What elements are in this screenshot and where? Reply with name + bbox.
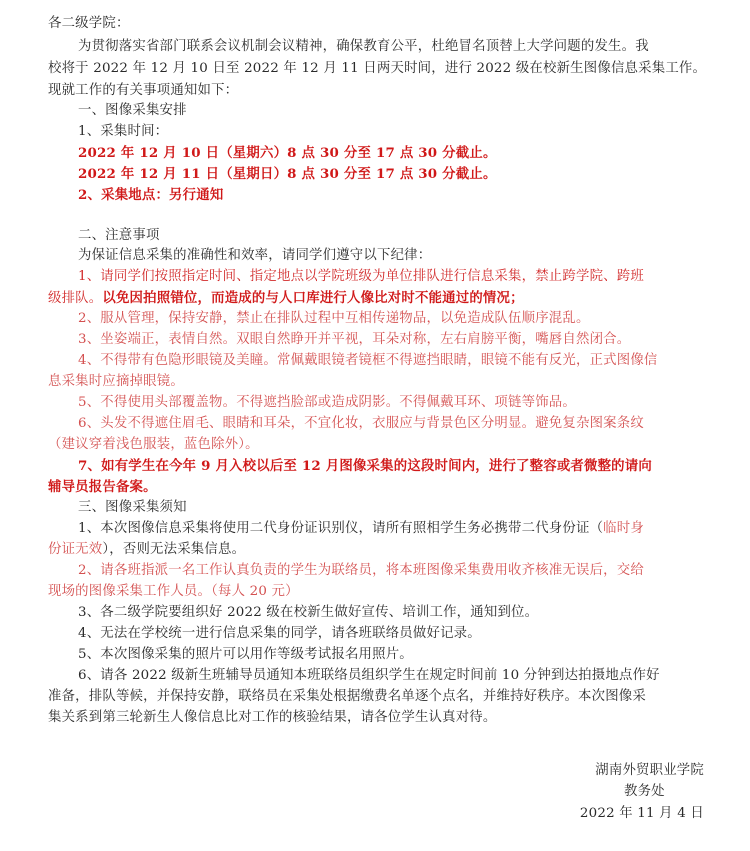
rule-2: 2、服从管理，保持安静，禁止在排队过程中互相传递物品，以免造成队伍顺序混乱。 (78, 311, 590, 326)
collection-time-day2: 2022 年 12 月 11 日（星期日）8 点 30 分至 17 点 30 分截止。 (78, 166, 497, 182)
signature-dept: 教务处 (624, 784, 665, 799)
section2-lead: 为保证信息采集的准确性和效率，请同学们遵守以下纪律： (78, 248, 432, 263)
notice-2-line-1: 2、请各班指派一名工作认真负责的学生为联络员，将本班图像采集费用收齐核准无误后，交给 (78, 563, 644, 578)
section2-heading: 二、注意事项 (78, 228, 160, 243)
rule-5: 5、不得使用头部覆盖物。不得遮挡脸部或造成阴影。不得佩戴耳环、项链等饰品。 (78, 395, 576, 410)
rule-7-line-2: 辅导员报告备案。 (48, 479, 157, 495)
notice-1-tail: ），否则无法采集信息。 (102, 542, 246, 557)
collection-time-day1: 2022 年 12 月 10 日（星期六）8 点 30 分至 17 点 30 分截止。 (78, 145, 497, 161)
section3-heading: 三、图像采集须知 (78, 500, 187, 515)
collection-place: 2、采集地点：另行通知 (78, 187, 224, 203)
notice-1-temp-id: 临时身 (603, 521, 644, 536)
signature-date: 2022 年 11 月 4 日 (579, 806, 704, 821)
notice-1-invalid: 份证无效 (48, 542, 103, 557)
notice-1-line-2 (48, 540, 245, 560)
intro-line-2: 校将于 2022 年 12 月 10 日至 2022 年 12 月 11 日两天时间，进行 2022 级在校新生图像信息采集工作。 (48, 61, 707, 76)
notice-6-line-1: 6、请各 2022 级新生班辅导员通知本班联络员组织学生在规定时间前 10 分钟到达拍摄地点作好 (78, 668, 660, 683)
notice-1-text: 1、本次图像信息采集将使用二代身份证识别仪，请所有照相学生务必携带二代身份证（ (78, 521, 604, 536)
collection-time-label: 1、采集时间： (78, 124, 169, 139)
signature-org: 湖南外贸职业学院 (595, 763, 704, 778)
notice-4: 4、无法在学校统一进行信息采集的同学，请各班联络员做好记录。 (78, 626, 481, 641)
notice-1-line-1 (78, 519, 644, 539)
intro-line-3: 现就工作的有关事项通知如下： (48, 83, 239, 98)
rule-1-tail: 级排队。 (48, 291, 103, 306)
notice-6-line-2: 准备，排队等候，并保持安静，联络员在采集处根据缴费名单逐个点名，并维持好秩序。本次图像采 (48, 689, 646, 704)
rule-4-line-1: 4、不得带有色隐形眼镜及美瞳。常佩戴眼镜者镜框不得遮挡眼睛，眼镜不能有反光，正式图像信 (78, 353, 658, 368)
rule-1-emphasis: 以免因拍照错位，而造成的与人口库进行人像比对时不能通过的情况； (102, 290, 524, 306)
rule-3: 3、坐姿端正，表情自然。双眼自然睁开并平视，耳朵对称，左右肩膀平衡，嘴唇自然闭合。 (78, 332, 631, 347)
rule-6-line-1: 6、头发不得遮住眉毛、眼睛和耳朵，不宜化妆，衣服应与背景色区分明显。避免复杂图案条纹 (78, 416, 644, 431)
notice-2-line-2: 现场的图像采集工作人员。（每人 20 元） (48, 584, 299, 599)
rule-1-line-1: 1、请同学们按照指定时间、指定地点以学院班级为单位排队进行信息采集，禁止跨学院、跨班 (78, 269, 644, 284)
notice-3: 3、各二级学院要组织好 2022 级在校新生做好宣传、培训工作，通知到位。 (78, 605, 539, 620)
rule-6-line-2: （建议穿着浅色服装，蓝色除外）。 (48, 437, 259, 452)
rule-1-line-2 (48, 288, 524, 309)
notice-6-line-3: 集关系到第三轮新生人像信息比对工作的核验结果，请各位学生认真对待。 (48, 710, 497, 725)
salutation: 各二级学院： (48, 16, 130, 31)
rule-7-line-1: 7、如有学生在今年 9 月入校以后至 12 月图像采集的这段时间内，进行了整容或者微整的请向 (78, 458, 652, 474)
intro-line-1: 为贯彻落实省部门联系会议机制会议精神，确保教育公平，杜绝冒名顶替上大学问题的发生。我 (78, 39, 649, 54)
notice-5: 5、本次图像采集的照片可以用作等级考试报名用照片。 (78, 647, 413, 662)
section1-heading: 一、图像采集安排 (78, 103, 187, 118)
rule-4-line-2: 息采集时应摘掉眼镜。 (48, 374, 184, 389)
